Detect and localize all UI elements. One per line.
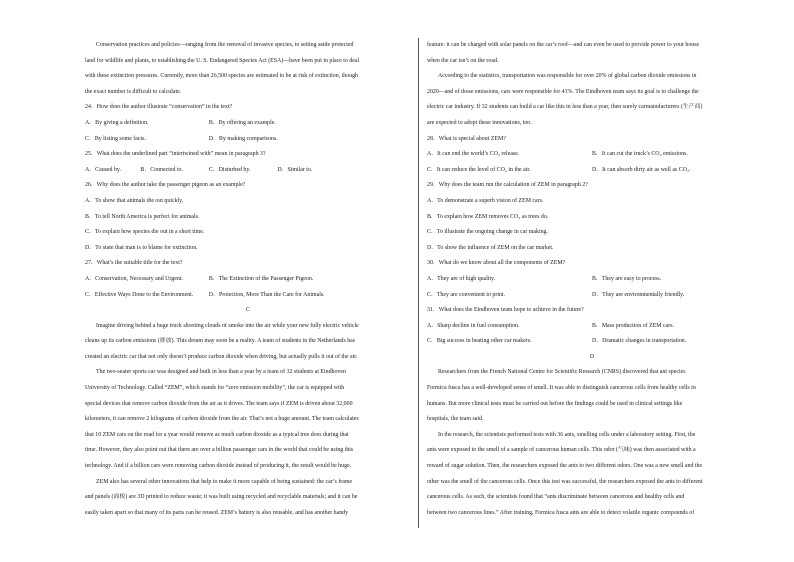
q25-option-b[interactable]: B．Connected to. — [140, 166, 183, 173]
q28-option-b[interactable]: B．It can cut the truck’s CO₂ emissions. — [592, 151, 688, 158]
passage-c-line: The two-seater sports car was designed and built in less than a year by a team of 32 students at Eindhoven — [96, 369, 346, 376]
passage-c-line: time. However, they also point out that there are over a billion passenger cars in the world that could be using this — [85, 447, 354, 454]
column-divider — [418, 38, 419, 528]
passage-c-continued-line: 2020—and of those emissions, cars were responsible for 41%. The Eindhoven team says its goal is to challenge the — [427, 88, 699, 95]
passage-d-line: other was the smell of the cancerous cells. Once this test was successful, the researchers exposed the ants to different — [427, 478, 703, 485]
question-31: 31．What does the Eindhoven team hope to achieve in the future? — [427, 307, 584, 314]
question-30-options-row-2 — [427, 288, 757, 304]
passage-c-continued-line: feature: it can be charged with solar panels on the car’s roof—and can even be used to provide power to your house — [427, 42, 700, 48]
q28-option-d[interactable]: D．It can absorb dirty air as well as CO₂. — [592, 166, 691, 173]
passage-c-line: technology. And if a billion cars were removing carbon dioxide instead of producing it, the result would be huge. — [85, 463, 352, 470]
question-27-options-row-1 — [85, 272, 411, 288]
passage-c-continued-line: are expected to adopt these innovations, too. — [427, 119, 532, 126]
q25-option-c[interactable]: C．Disturbed by. — [208, 166, 251, 173]
question-26: 26．Why does the author take the passenger pigeon as an example? — [85, 182, 246, 189]
passage-d-line: Researchers from the French National Centre for Scientific Research (CNRS) discovered that ant species — [438, 369, 686, 376]
passage-c-line: ZEM also has several other innovations that help to make it more capable of being sustained: the car’s frame — [96, 478, 353, 485]
q31-option-a[interactable]: A．Sharp decline in fuel consumption. — [427, 322, 520, 329]
question-24: 24．How does the author illustrate “conservation” in the text? — [85, 104, 233, 111]
section-heading-d: D — [589, 353, 595, 360]
question-25: 25．What does the underlined part “intertwined with” mean in paragraph 3? — [85, 151, 266, 158]
question-25-options — [85, 163, 411, 179]
passage-c-line: and panels (面板) are 3D printed to reduce waste; it was built using recycled and recyclable materials; and it can be — [85, 494, 358, 501]
passage-d-line: between two cancerous lines.” After training, Formica fusca ants are able to detect volatile organic compounds of — [427, 509, 695, 516]
q24-option-d[interactable]: D．By making comparisons. — [208, 135, 278, 142]
q31-option-c[interactable]: C．Big success in beating other car makers. — [427, 338, 532, 345]
passage-c-line: Imagine driving behind a huge truck shooting clouds of smoke into the air while your new fully electric vehicle — [96, 322, 359, 329]
q28-option-a[interactable]: A．It can end the world’s CO₂ release. — [427, 151, 520, 158]
q30-option-a[interactable]: A．They are of high quality. — [427, 275, 496, 282]
question-30: 30．What do we know about all the components of ZEM? — [427, 260, 566, 267]
passage-c-line: easily taken apart so that many of its parts can be reused. ZEM’s battery is also reusable, and has another handy — [85, 509, 349, 516]
passage-c-line: created an electric car that not only doesn’t produce carbon dioxide when driving, but actually pulls it out of the air. — [85, 353, 358, 360]
passage-d-line: hospitals, the team said. — [427, 416, 484, 423]
question-31-options-row-1 — [427, 319, 757, 335]
question-28: 28．What is special about ZEM? — [427, 135, 506, 142]
question-30-options-row-1 — [427, 272, 757, 288]
passage-d-line: ants were exposed to the smell of a sample of cancerous human cells. This odor (气味) was then associated with a — [427, 447, 696, 454]
passage-c-line: cleans up its carbon emissions (排放). This dream may soon be a reality. A team of students in the Netherlands has — [85, 338, 356, 345]
section-heading-c: C — [246, 307, 250, 314]
q27-option-a[interactable]: A．Conservation, Necessary and Urgent. — [85, 275, 183, 282]
q29-option-d[interactable]: D．To show the influence of ZEM on the car market. — [427, 244, 554, 251]
q27-option-d[interactable]: D．Protection, More Than the Care for Animals. — [208, 291, 325, 298]
q30-option-d[interactable]: D．They are environmentally friendly. — [592, 291, 685, 298]
q26-option-b[interactable]: B．To tell North America is perfect for animals. — [85, 213, 200, 220]
q30-option-c[interactable]: C．They are convenient to print. — [427, 291, 506, 298]
conservation-paragraph-line: land for wildlife and plants, to establishing the U. S. Endangered Species Act (ESA)—have been put in place to deal — [85, 57, 360, 64]
q29-option-c[interactable]: C．To illustrate the ongoing change in car making. — [427, 229, 548, 236]
q24-option-a[interactable]: A．By giving a definition. — [85, 119, 149, 126]
right-column — [427, 38, 757, 521]
passage-c-line: that 10 ZEM cars on the road for a year would remove as much carbon dioxide as a typical tree does during that — [85, 431, 349, 438]
q24-option-b[interactable]: B．By offering an example. — [208, 119, 276, 126]
question-27-options-row-2 — [85, 288, 411, 304]
passage-c-line: kilometers, it can remove 2 kilograms of carbon dioxide from the air. That’s not a huge amount. The team calculates — [85, 416, 359, 423]
passage-d-line: reward of sugar solution. Then, the researchers exposed the ants to two different odors. One was a new smell and the — [427, 463, 703, 470]
q26-option-a[interactable]: A．To show that animals die out quickly. — [85, 197, 184, 204]
q28-option-c[interactable]: C．It can reduce the level of CO₂ in the air. — [427, 166, 531, 173]
question-28-options-row-1 — [427, 147, 757, 163]
q31-option-d[interactable]: D．Dramatic changes in transportation. — [592, 338, 687, 345]
q29-option-b[interactable]: B．To explain how ZEM removes CO₂ as trees do. — [427, 213, 549, 220]
question-27: 27．What’s the suitable title for the text? — [85, 260, 183, 267]
q26-option-c[interactable]: C．To explain how species die out in a short time. — [85, 229, 205, 236]
q30-option-b[interactable]: B．They are easy to process. — [592, 275, 662, 282]
q26-option-d[interactable]: D．To state that man is to blame for extinction. — [85, 244, 198, 251]
q27-option-c[interactable]: C．Effective Ways Done to the Environment. — [85, 291, 194, 298]
conservation-paragraph-line: the exact number is difficult to calculate. — [85, 88, 182, 95]
question-31-options-row-2 — [427, 334, 757, 350]
passage-c-continued-line: electric car industry. If 32 students can build a car like this in less than a year, then surely carmanufacturers (生产商) — [427, 104, 703, 111]
q24-option-c[interactable]: C．By listing some facts. — [85, 135, 146, 142]
passage-c-continued-line: According to the statistics, transportation was responsible for over 20% of global carbon dioxide emissions in — [438, 73, 697, 80]
left-column — [85, 38, 411, 521]
passage-c-line: special devices that remove carbon dioxide from the air as it drives. The team says if ZEM is driven about 32,000 — [85, 400, 353, 407]
question-28-options-row-2 — [427, 163, 757, 179]
passage-d-line: Formica fusca has a well-developed sense of smell. It was able to distinguish cancerous cells from healthy cells in — [427, 385, 696, 392]
passage-d-line: In the research, the scientists performed tests with 36 ants, smelling cells under a laboratory setting. First, the — [438, 431, 696, 438]
q29-option-a[interactable]: A．To demonstrate a superb vision of ZEM cars. — [427, 197, 544, 204]
passage-c-continued-line: when the car isn’t on the road. — [427, 57, 499, 64]
passage-d-line: humans. But more clinical tests must be carried out before the findings could be used in clinical settings like — [427, 400, 683, 407]
passage-c-line: University of Technology. Called “ZEM”, which stands for “zero emission mobility”, the car is equipped with — [85, 385, 345, 392]
q25-option-d[interactable]: D．Similar to. — [277, 166, 313, 173]
passage-d-line: cancerous cells. As such, the scientists found that “ants discriminate between cancerous and healthy cells and — [427, 494, 685, 501]
q25-option-a[interactable]: A．Caused by. — [85, 166, 121, 173]
q27-option-b[interactable]: B．The Extinction of the Passenger Pigeon. — [208, 275, 314, 282]
conservation-paragraph-line: Conservation practices and policies—ranging from the removal of invasive species, to setting aside protected — [96, 42, 354, 48]
question-24-options-row-1 — [85, 116, 411, 132]
conservation-paragraph-line: with these extinction pressures. Currently, more than 26,500 species are estimated to be at risk of extinction, though — [85, 73, 358, 80]
question-29: 29．Why does the team run the calculation of ZEM in paragraph 2? — [427, 182, 588, 189]
question-24-options-row-2 — [85, 132, 411, 148]
q31-option-b[interactable]: B．Mass production of ZEM cars. — [592, 322, 674, 329]
